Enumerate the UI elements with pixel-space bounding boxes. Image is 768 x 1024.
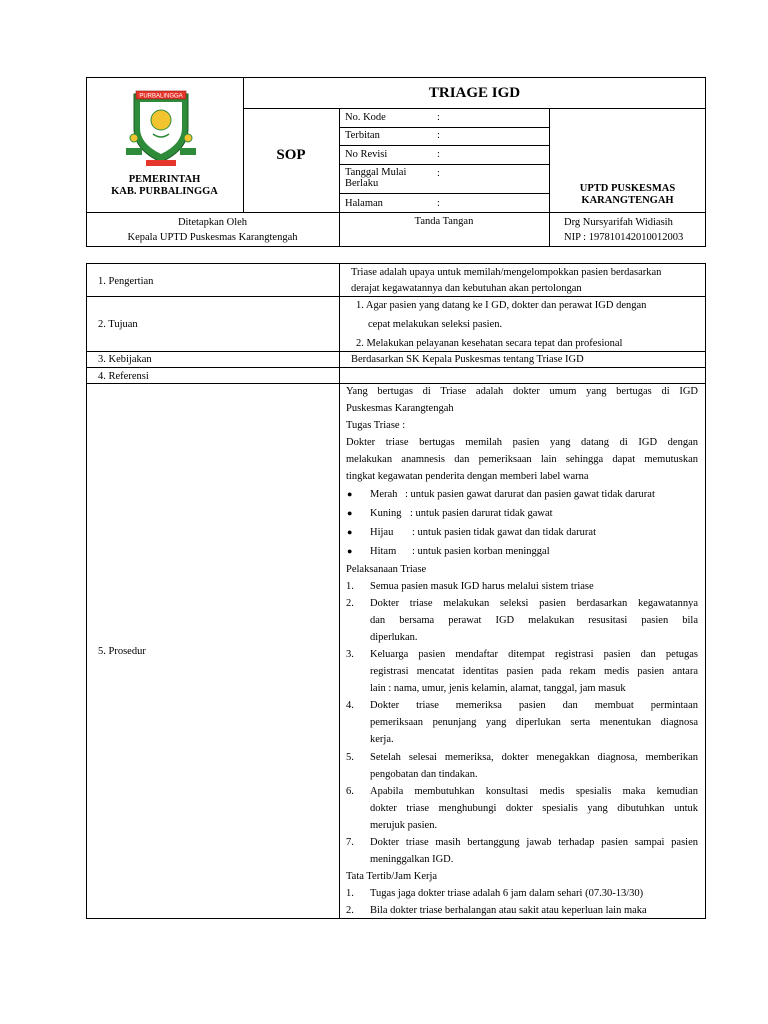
step-7-line2: meninggalkan IGD.: [370, 854, 454, 865]
bullet-icon: ●: [347, 489, 353, 499]
tugas-text-line3: tingkat kegawatan penderita dengan memberi label warna: [346, 471, 589, 482]
divider: [339, 193, 549, 194]
label-color-merah: Merah: [370, 489, 398, 500]
field-halaman-value: :: [437, 198, 440, 209]
step-6-line2: dokter triase menghubungi dokter spesialis yang dibutuhkan untuk: [370, 803, 698, 814]
divider: [86, 367, 706, 368]
step-5-line2: pengobatan dan tindakan.: [370, 769, 478, 780]
divider: [339, 127, 549, 128]
pelaksanaan-title: Pelaksanaan Triase: [346, 564, 427, 575]
label-desc-merah: : untuk pasien gawat darurat dan pasien gawat tidak darurat: [405, 489, 655, 500]
label-color-hitam: Hitam: [370, 546, 397, 557]
kebijakan-text: Berdasarkan SK Kepala Puskesmas tentang Triase IGD: [351, 354, 584, 365]
ditetapkan-line1: Ditetapkan Oleh: [177, 217, 248, 228]
divider: [549, 212, 706, 213]
step-number: 7.: [346, 837, 354, 848]
step-number: 2.: [346, 905, 354, 916]
step-number: 1.: [346, 888, 354, 899]
org-name-line2: KAB. PURBALINGGA: [111, 186, 218, 197]
pengertian-text-line1: Triase adalah upaya untuk memilah/mengelompokkan pasien berdasarkan: [351, 267, 662, 278]
step-number: 6.: [346, 786, 354, 797]
divider: [86, 212, 339, 213]
signer-nip: NIP : 197810142010012003: [564, 232, 684, 243]
step-number: 5.: [346, 752, 354, 763]
label-desc-hijau: : untuk pasien tidak gawat dan tidak darurat: [412, 527, 596, 538]
tujuan-item-1a: 1. Agar pasien yang datang ke I GD, dokter dan perawat IGD dengan: [356, 300, 647, 311]
step-1-line1: Semua pasien masuk IGD harus melalui sistem triase: [370, 581, 594, 592]
purbalingga-logo: [120, 88, 202, 172]
field-tanggal-value: :: [437, 168, 440, 179]
section-referensi-label: 4. Referensi: [98, 371, 149, 382]
divider: [339, 164, 549, 165]
tugas-triase-title: Tugas Triase :: [346, 420, 406, 431]
bullet-icon: ●: [347, 546, 353, 556]
ditetapkan-line2: Kepala UPTD Puskesmas Karangtengah: [127, 232, 298, 243]
document-title: TRIAGE IGD: [428, 85, 521, 101]
org-name-line1: PEMERINTAH: [128, 174, 201, 185]
field-terbitan-value: :: [437, 130, 440, 141]
step-2-line1: Dokter triase melakukan seleksi pasien berdasarkan kegawatannya: [370, 598, 698, 609]
tujuan-item-1b: cepat melakukan seleksi pasien.: [368, 319, 503, 330]
divider: [339, 145, 549, 146]
tata-tertib-title: Tata Tertib/Jam Kerja: [346, 871, 438, 882]
section-tujuan-label: 2. Tujuan: [98, 319, 138, 330]
logo-banner-text: PURBALINGGA: [139, 93, 183, 100]
label-desc-hitam: : untuk pasien korban meninggal: [412, 546, 550, 557]
field-no-kode-label: No. Kode: [345, 112, 386, 123]
divider: [549, 108, 550, 247]
tujuan-item-2: 2. Melakukan pelayanan kesehatan secara tepat dan profesional: [356, 338, 623, 349]
tugas-text-line1: Dokter triase bertugas memilah pasien yang datang di IGD dengan: [346, 437, 698, 448]
institution-line1: UPTD PUSKESMAS: [579, 183, 676, 194]
section-prosedur-label: 5. Prosedur: [98, 646, 146, 657]
sop-label: SOP: [276, 147, 306, 163]
field-halaman-label: Halaman: [345, 198, 383, 209]
step-3-line3: lain : nama, umur, jenis kelamin, alamat, tanggal, jam masuk: [370, 683, 626, 694]
step-number: 2.: [346, 598, 354, 609]
label-color-hijau: Hijau: [370, 527, 394, 538]
field-no-revisi-label: No Revisi: [345, 149, 388, 160]
step-6-line1: Apabila membutuhkan konsultasi medis spesialis maka kemudian: [370, 786, 698, 797]
step-6-line3: merujuk pasien.: [370, 820, 438, 831]
label-color-kuning: Kuning: [370, 508, 402, 519]
divider: [86, 383, 706, 384]
pengertian-text-line2: derajat kegawatannya dan kebutuhan akan pertolongan: [351, 283, 582, 294]
divider: [86, 296, 706, 297]
label-desc-kuning: : untuk pasien darurat tidak gawat: [410, 508, 553, 519]
step-number: 1.: [346, 581, 354, 592]
tata-tertib-item-1: Tugas jaga dokter triase adalah 6 jam dalam sehari (07.30-13/30): [370, 888, 644, 899]
tugas-text-line2: melakukan anamnesis dan pemeriksaan lain sehingga dapat memutuskan: [346, 454, 698, 465]
step-4-line3: kerja.: [370, 734, 394, 745]
divider: [339, 263, 340, 919]
step-7-line1: Dokter triase masih bertanggung jawab terhadap pasien sampai pasien: [370, 837, 698, 848]
prosedur-intro-line2: Puskesmas Karangtengah: [346, 403, 454, 414]
divider: [86, 351, 706, 352]
divider: [339, 212, 549, 213]
step-number: 4.: [346, 700, 354, 711]
field-tanggal-label: Tanggal Mulai Berlaku: [345, 167, 407, 189]
section-pengertian-label: 1. Pengertian: [98, 276, 154, 287]
step-5-line1: Setelah selesai memeriksa, dokter menegakkan diagnosa, memberikan: [370, 752, 698, 763]
field-terbitan-label: Terbitan: [345, 130, 380, 141]
step-number: 3.: [346, 649, 354, 660]
divider: [243, 108, 706, 109]
field-no-revisi-value: :: [437, 149, 440, 160]
step-4-line2: pemeriksaan penunjang yang diperlukan serta menentukan diagnosa: [370, 717, 698, 728]
bullet-icon: ●: [347, 527, 353, 537]
step-2-line3: diperlukan.: [370, 632, 418, 643]
bullet-icon: ●: [347, 508, 353, 518]
prosedur-intro-line1: Yang bertugas di Triase adalah dokter umum yang bertugas di IGD: [346, 386, 698, 397]
step-3-line2: registrasi mencatat identitas pasien pada rekam medis pasien antara: [370, 666, 698, 677]
section-kebijakan-label: 3. Kebijakan: [98, 354, 152, 365]
signature-label: Tanda Tangan: [414, 216, 474, 227]
tata-tertib-item-2: Bila dokter triase berhalangan atau sakit atau keperluan lain maka: [370, 905, 647, 916]
field-no-kode-value: :: [437, 112, 440, 123]
step-4-line1: Dokter triase memeriksa pasien dan membuat permintaan: [370, 700, 698, 711]
step-2-line2: dan bersama perawat IGD melakukan resusitasi pasien bila: [370, 615, 698, 626]
step-3-line1: Keluarga pasien mendaftar ditempat registrasi pasien dan petugas: [370, 649, 698, 660]
institution-line2: KARANGTENGAH: [581, 195, 674, 206]
signer-name: Drg Nursyarifah Widiasih: [564, 217, 673, 228]
